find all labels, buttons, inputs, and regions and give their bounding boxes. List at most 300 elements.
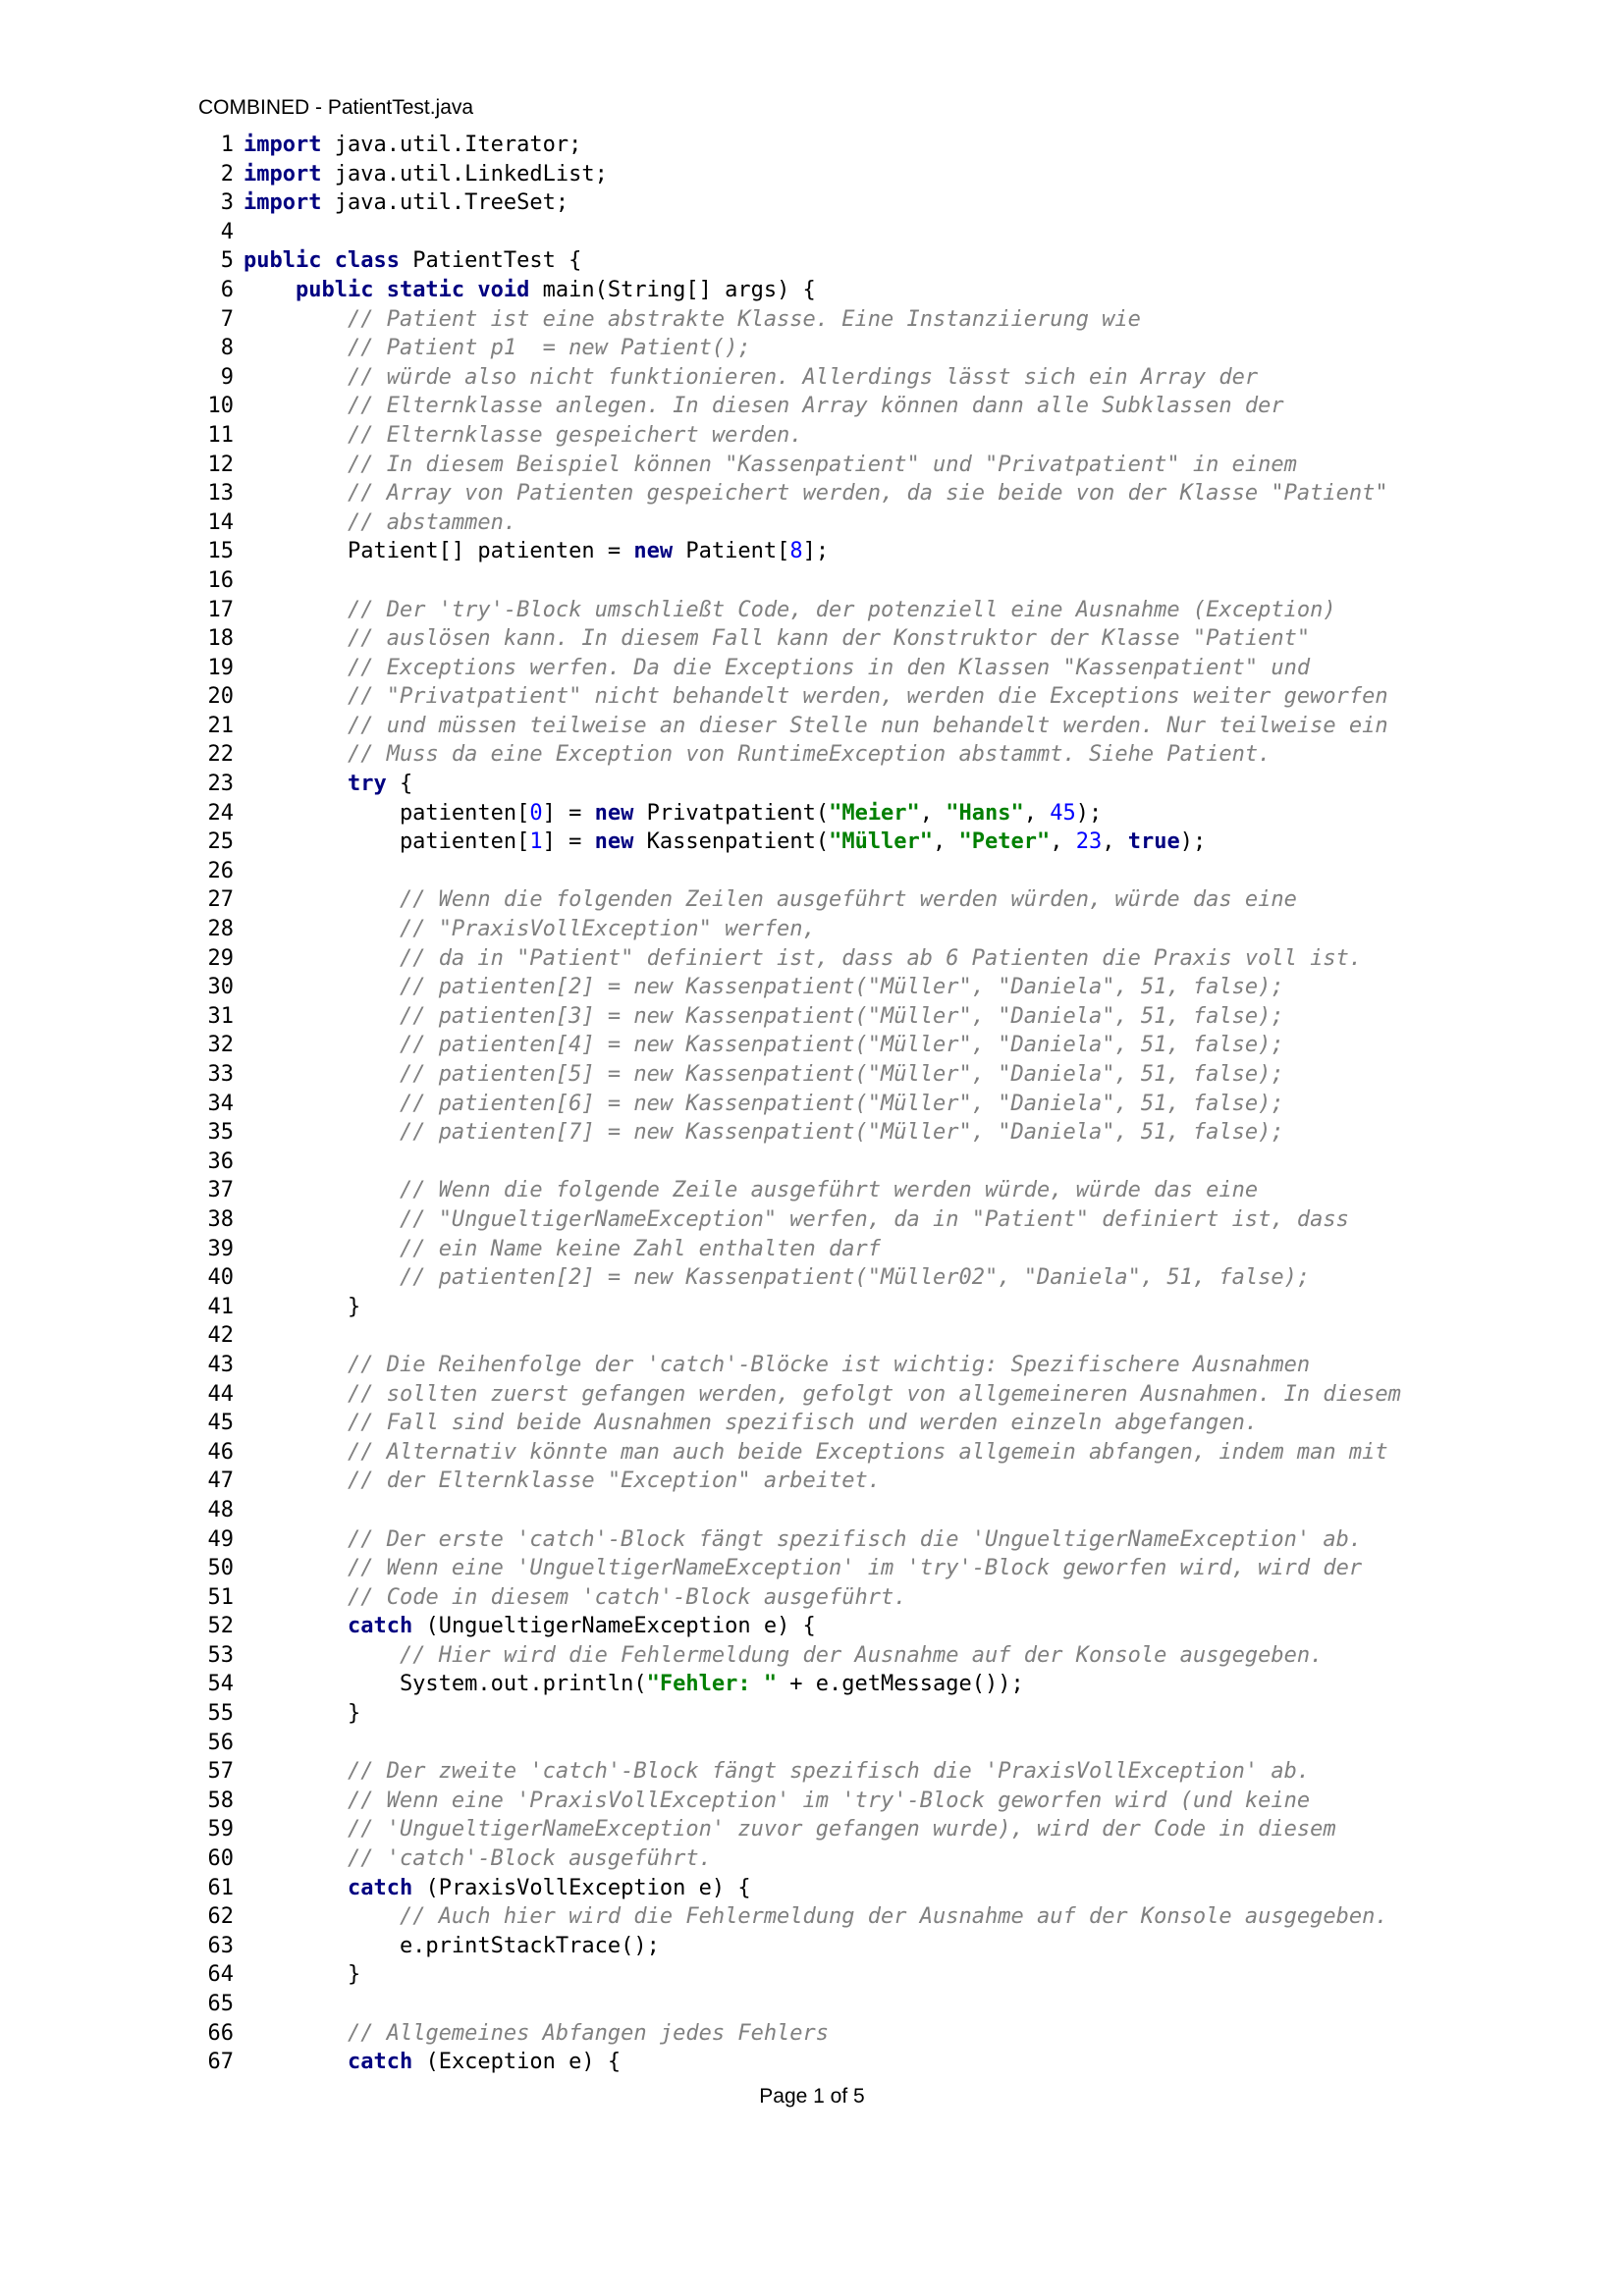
line-text xyxy=(234,1641,1323,1671)
code-token xyxy=(244,684,348,709)
line-number: 54 xyxy=(207,1672,234,1697)
comment-token: // Wenn eine 'PraxisVollException' im 'try'-Block geworfen wird (und keine xyxy=(347,1788,1311,1813)
keyword-token: import xyxy=(244,133,322,157)
code-token: ] = xyxy=(542,800,595,826)
comment-token: // auslösen kann. In diesem Fall kann der Konstruktor der Klasse "Patient" xyxy=(347,626,1311,652)
code-line xyxy=(196,1176,1551,1205)
code-line xyxy=(196,1787,1551,1816)
line-number: 40 xyxy=(207,1265,234,1291)
code-token: Privatpatient( xyxy=(633,800,830,826)
line-text xyxy=(234,1757,1310,1787)
code-line xyxy=(196,1380,1551,1410)
code-line xyxy=(196,1235,1551,1264)
comment-token: // würde also nicht funktionieren. Allerdings lässt sich ein Array der xyxy=(347,364,1259,390)
line-number: 59 xyxy=(207,1817,234,1842)
comment-token: // Der 'try'-Block umschließt Code, der potenziell eine Ausnahme (Exception) xyxy=(347,597,1336,622)
code-line xyxy=(196,421,1551,451)
code-token: , xyxy=(933,829,959,855)
code-listing xyxy=(196,131,1551,2077)
code-token xyxy=(244,946,400,971)
line-text xyxy=(234,1148,244,1177)
line-number: 31 xyxy=(207,1003,234,1029)
code-token: ] = xyxy=(542,829,595,855)
line-text xyxy=(234,1031,1284,1060)
code-line xyxy=(196,857,1551,886)
line-text xyxy=(234,828,1206,857)
code-token: e.printStackTrace(); xyxy=(244,1933,660,1958)
code-token xyxy=(244,1237,400,1261)
line-number: 23 xyxy=(207,772,234,797)
comment-token: // Die Reihenfolge der 'catch'-Blöcke ist wichtig: Spezifischere Ausnahmen xyxy=(347,1352,1311,1377)
code-token xyxy=(244,1585,348,1610)
code-token xyxy=(244,453,348,477)
code-token xyxy=(244,423,348,448)
line-number: 37 xyxy=(207,1178,234,1203)
line-text xyxy=(234,451,1297,480)
code-token: } xyxy=(244,1294,361,1319)
line-text xyxy=(234,1496,244,1525)
line-text xyxy=(234,1293,360,1322)
comment-token: // da in "Patient" definiert ist, dass ab 6 Patienten die Praxis voll ist. xyxy=(399,945,1363,971)
page-number: Page 1 of 5 xyxy=(759,2085,865,2108)
line-text xyxy=(234,131,581,160)
line-text xyxy=(234,1990,244,2019)
line-text xyxy=(234,1060,1284,1090)
line-text xyxy=(234,1351,1310,1380)
comment-token: // sollten zuerst gefangen werden, gefolgt von allgemeineren Ausnahmen. In diesem xyxy=(347,1381,1401,1407)
code-line xyxy=(196,1205,1551,1235)
code-line xyxy=(196,1844,1551,1874)
line-text xyxy=(234,1670,1024,1699)
line-text xyxy=(234,508,516,538)
comment-token: // Wenn eine 'UngueltigerNameException' im 'try'-Block geworfen wird, wird der xyxy=(347,1556,1363,1581)
code-line xyxy=(196,276,1551,305)
keyword-token: new xyxy=(594,800,634,826)
code-line xyxy=(196,218,1551,247)
code-token xyxy=(244,481,348,506)
line-number: 3 xyxy=(220,190,234,216)
line-text xyxy=(234,1409,1258,1438)
line-number: 24 xyxy=(207,800,234,826)
line-number: 15 xyxy=(207,539,234,564)
code-line xyxy=(196,654,1551,683)
line-number: 49 xyxy=(207,1526,234,1552)
comment-token: // Wenn die folgenden Zeilen ausgeführt werden würden, würde das eine xyxy=(399,887,1297,913)
comment-token: // Array von Patienten gespeichert werden, da sie beide von der Klasse "Patient" xyxy=(347,481,1388,507)
line-number: 41 xyxy=(207,1294,234,1319)
code-line xyxy=(196,334,1551,363)
line-text xyxy=(234,2048,621,2077)
line-text xyxy=(234,160,608,189)
comment-token: // patienten[4] = new Kassenpatient("Müller", "Daniela", 51, false); xyxy=(399,1033,1284,1058)
code-token xyxy=(244,656,348,680)
line-text xyxy=(234,305,1141,335)
comment-token: // patienten[6] = new Kassenpatient("Müller", "Daniela", 51, false); xyxy=(399,1091,1284,1116)
comment-token: // Exceptions werfen. Da die Exceptions in den Klassen "Kassenpatient" und xyxy=(347,655,1311,680)
string-token: "Müller" xyxy=(829,829,934,855)
comment-token: // patienten[3] = new Kassenpatient("Müller", "Daniela", 51, false); xyxy=(399,1003,1284,1029)
code-token xyxy=(244,1382,348,1407)
line-text xyxy=(234,1321,244,1351)
code-line xyxy=(196,1467,1551,1496)
line-number: 46 xyxy=(207,1439,234,1465)
line-number: 62 xyxy=(207,1904,234,1930)
comment-token: // und müssen teilweise an dieser Stelle nun behandelt werden. Nur teilweise ein xyxy=(347,713,1388,738)
code-line xyxy=(196,1583,1551,1613)
code-token: Patient[ xyxy=(673,539,790,564)
line-text xyxy=(234,1118,1284,1148)
code-token: java.util.LinkedList; xyxy=(321,161,608,187)
code-token xyxy=(244,1759,348,1784)
line-text xyxy=(234,392,1284,421)
code-line xyxy=(196,915,1551,944)
code-token: patienten[ xyxy=(244,829,530,855)
line-number: 32 xyxy=(207,1033,234,1058)
line-number: 17 xyxy=(207,597,234,622)
line-text xyxy=(234,1583,907,1613)
code-token xyxy=(244,510,348,535)
code-token: Patient[] patienten = xyxy=(244,539,634,564)
code-token: (UngueltigerNameException e) { xyxy=(412,1614,816,1639)
line-number: 56 xyxy=(207,1730,234,1755)
code-line xyxy=(196,1409,1551,1438)
number-token: 1 xyxy=(529,829,543,855)
keyword-token: new xyxy=(633,539,674,564)
line-text xyxy=(234,1932,660,1961)
line-number: 61 xyxy=(207,1875,234,1900)
keyword-token: public class xyxy=(244,248,400,274)
code-token: ); xyxy=(1179,829,1207,855)
code-line xyxy=(196,1990,1551,2019)
line-number: 7 xyxy=(220,306,234,332)
line-text xyxy=(234,1525,1362,1555)
code-line xyxy=(196,770,1551,799)
line-number: 22 xyxy=(207,742,234,768)
code-token xyxy=(244,2021,348,2046)
code-token xyxy=(244,307,348,332)
string-token: "Hans" xyxy=(946,800,1024,826)
comment-token: // "UngueltigerNameException" werfen, da in "Patient" definiert ist, dass xyxy=(399,1206,1349,1232)
code-token: , xyxy=(919,800,947,826)
line-text xyxy=(234,973,1284,1002)
line-text xyxy=(234,770,412,799)
line-text xyxy=(234,246,581,276)
code-line xyxy=(196,1148,1551,1177)
code-token xyxy=(244,1556,348,1580)
code-token xyxy=(244,1265,400,1290)
line-number: 60 xyxy=(207,1846,234,1872)
code-token xyxy=(244,2050,348,2074)
comment-token: // Code in diesem 'catch'-Block ausgeführt. xyxy=(347,1584,907,1610)
code-token xyxy=(244,1468,348,1493)
line-number: 2 xyxy=(220,161,234,187)
line-text xyxy=(234,363,1258,393)
line-text xyxy=(234,944,1362,974)
code-line xyxy=(196,1438,1551,1468)
line-number: 51 xyxy=(207,1584,234,1610)
keyword-token: catch xyxy=(347,2050,413,2075)
comment-token: // 'UngueltigerNameException' zuvor gefangen wurde), wird der Code in diesem xyxy=(347,1817,1336,1842)
code-token: System.out.println( xyxy=(244,1672,647,1697)
line-number: 11 xyxy=(207,422,234,448)
line-text xyxy=(234,188,568,218)
comment-token: // patienten[5] = new Kassenpatient("Müller", "Daniela", 51, false); xyxy=(399,1062,1284,1087)
line-text xyxy=(234,885,1297,915)
code-line xyxy=(196,682,1551,712)
line-number: 50 xyxy=(207,1556,234,1581)
code-token: { xyxy=(386,772,413,797)
code-line xyxy=(196,1670,1551,1699)
line-number: 6 xyxy=(220,277,234,302)
comment-token: // Auch hier wird die Fehlermeldung der Ausnahme auf der Konsole ausgegeben. xyxy=(399,1904,1388,1930)
comment-token: // "Privatpatient" nicht behandelt werden, werden die Exceptions weiter geworfen xyxy=(347,684,1388,710)
code-token: Kassenpatient( xyxy=(633,829,830,855)
keyword-token: catch xyxy=(347,1875,413,1900)
comment-token: // Patient ist eine abstrakte Klasse. Eine Instanziierung wie xyxy=(347,306,1141,332)
code-line xyxy=(196,1902,1551,1932)
code-token xyxy=(244,1789,348,1813)
line-text xyxy=(234,1176,1258,1205)
line-text xyxy=(234,421,803,451)
line-number: 44 xyxy=(207,1381,234,1407)
code-token: ); xyxy=(1075,800,1103,826)
line-text xyxy=(234,566,244,596)
string-token: "Fehler: " xyxy=(646,1672,778,1697)
code-line xyxy=(196,1525,1551,1555)
line-number: 47 xyxy=(207,1468,234,1494)
code-token xyxy=(244,1527,348,1552)
comment-token: // In diesem Beispiel können "Kassenpatient" und "Privatpatient" in einem xyxy=(347,452,1297,477)
line-number: 13 xyxy=(207,481,234,507)
code-line xyxy=(196,537,1551,566)
line-number: 57 xyxy=(207,1759,234,1785)
line-number: 64 xyxy=(207,1962,234,1988)
line-number: 19 xyxy=(207,655,234,680)
code-line xyxy=(196,1932,1551,1961)
comment-token: // patienten[7] = new Kassenpatient("Müller", "Daniela", 51, false); xyxy=(399,1120,1284,1146)
line-text xyxy=(234,1815,1336,1844)
code-token xyxy=(244,1092,400,1116)
code-token: , xyxy=(1050,829,1076,855)
line-number: 16 xyxy=(207,567,234,593)
code-token xyxy=(244,278,296,302)
line-number: 26 xyxy=(207,858,234,883)
code-line xyxy=(196,188,1551,218)
code-line xyxy=(196,131,1551,160)
line-number: 53 xyxy=(207,1642,234,1668)
line-number: 38 xyxy=(207,1206,234,1232)
code-line xyxy=(196,1815,1551,1844)
comment-token: // patienten[2] = new Kassenpatient("Müller", "Daniela", 51, false); xyxy=(399,975,1284,1000)
code-line xyxy=(196,885,1551,915)
number-token: 0 xyxy=(529,800,543,826)
code-token xyxy=(244,336,348,360)
code-token: PatientTest { xyxy=(399,248,582,274)
code-line xyxy=(196,1554,1551,1583)
line-text xyxy=(234,1090,1284,1119)
line-text xyxy=(234,2019,829,2049)
line-text xyxy=(234,1380,1401,1410)
line-text xyxy=(234,218,244,247)
number-token: 23 xyxy=(1075,829,1103,855)
code-token: , xyxy=(1023,800,1051,826)
code-token xyxy=(244,714,348,738)
line-number: 43 xyxy=(207,1352,234,1377)
string-token: "Peter" xyxy=(958,829,1051,855)
line-text xyxy=(234,1787,1310,1816)
code-token: patienten[ xyxy=(244,800,530,826)
line-text xyxy=(234,740,1271,770)
code-token xyxy=(244,598,348,622)
code-line xyxy=(196,1699,1551,1729)
line-text xyxy=(234,334,751,363)
code-line xyxy=(196,1612,1551,1641)
line-number: 58 xyxy=(207,1788,234,1813)
line-number: 18 xyxy=(207,626,234,652)
line-text xyxy=(234,915,816,944)
line-number: 52 xyxy=(207,1614,234,1639)
code-line xyxy=(196,1874,1551,1903)
code-line xyxy=(196,1496,1551,1525)
line-number: 28 xyxy=(207,917,234,942)
line-number: 4 xyxy=(220,219,234,244)
code-line xyxy=(196,363,1551,393)
line-number: 35 xyxy=(207,1120,234,1146)
line-number: 45 xyxy=(207,1411,234,1436)
code-line xyxy=(196,2048,1551,2077)
line-text xyxy=(234,1235,881,1264)
code-token: (PraxisVollException e) { xyxy=(412,1875,751,1900)
code-token xyxy=(244,887,400,912)
document-title: COMBINED - PatientTest.java xyxy=(198,96,474,119)
line-number: 65 xyxy=(207,1992,234,2016)
line-text xyxy=(234,624,1310,654)
line-text xyxy=(234,682,1388,712)
line-text xyxy=(234,1960,360,1990)
code-line xyxy=(196,1293,1551,1322)
line-number: 5 xyxy=(220,248,234,274)
line-text xyxy=(234,1554,1362,1583)
comment-token: // 'catch'-Block ausgeführt. xyxy=(347,1846,712,1872)
code-token xyxy=(244,1353,348,1377)
keyword-token: import xyxy=(244,190,322,216)
comment-token: // Der zweite 'catch'-Block fängt spezifisch die 'PraxisVollException' ab. xyxy=(347,1759,1311,1785)
code-token xyxy=(244,1062,400,1087)
line-number: 21 xyxy=(207,713,234,738)
comment-token: // Alternativ könnte man auch beide Exceptions allgemein abfangen, indem man mit xyxy=(347,1439,1388,1465)
code-token xyxy=(244,1876,348,1900)
comment-token: // Der erste 'catch'-Block fängt spezifisch die 'UngueltigerNameException' ab. xyxy=(347,1526,1363,1552)
code-line xyxy=(196,566,1551,596)
line-number: 39 xyxy=(207,1236,234,1261)
line-number: 10 xyxy=(207,394,234,419)
code-token xyxy=(244,1440,348,1465)
string-token: "Meier" xyxy=(829,800,920,826)
code-token xyxy=(244,1904,400,1929)
code-token xyxy=(244,394,348,418)
line-number: 29 xyxy=(207,945,234,971)
keyword-token: public static void xyxy=(295,277,530,302)
code-line xyxy=(196,1729,1551,1758)
comment-token: // der Elternklasse "Exception" arbeitet. xyxy=(347,1468,882,1494)
line-text xyxy=(234,1263,1310,1293)
comment-token: // Elternklasse gespeichert werden. xyxy=(347,422,803,448)
code-token xyxy=(244,742,348,767)
line-text xyxy=(234,1844,712,1874)
line-number: 30 xyxy=(207,975,234,1000)
code-token: main(String[] args) { xyxy=(529,277,816,302)
line-text xyxy=(234,596,1336,625)
keyword-token: true xyxy=(1127,829,1180,855)
code-token xyxy=(244,1033,400,1057)
comment-token: // "PraxisVollException" werfen, xyxy=(399,917,816,942)
code-line xyxy=(196,1090,1551,1119)
code-line xyxy=(196,392,1551,421)
line-number: 12 xyxy=(207,452,234,477)
number-token: 8 xyxy=(789,539,803,564)
line-text xyxy=(234,1205,1349,1235)
code-line xyxy=(196,479,1551,508)
code-line xyxy=(196,1351,1551,1380)
code-token xyxy=(244,1120,400,1145)
code-token: } xyxy=(244,1962,361,1988)
code-line xyxy=(196,944,1551,974)
code-token: (Exception e) { xyxy=(412,2050,622,2075)
line-number: 42 xyxy=(207,1323,234,1349)
code-token xyxy=(244,365,348,390)
code-token xyxy=(244,1817,348,1842)
code-token: java.util.TreeSet; xyxy=(321,190,569,216)
line-text xyxy=(234,479,1388,508)
code-token xyxy=(244,772,348,796)
line-number: 66 xyxy=(207,2020,234,2046)
line-number: 20 xyxy=(207,684,234,710)
line-number: 27 xyxy=(207,887,234,913)
code-line xyxy=(196,305,1551,335)
comment-token: // abstammen. xyxy=(347,509,517,535)
line-text xyxy=(234,1729,244,1758)
code-token: , xyxy=(1102,829,1128,855)
line-text xyxy=(234,1902,1388,1932)
code-line xyxy=(196,1757,1551,1787)
code-token: + e.getMessage()); xyxy=(777,1672,1024,1697)
code-line xyxy=(196,1060,1551,1090)
comment-token: // Patient p1 = new Patient(); xyxy=(347,336,751,361)
line-text xyxy=(234,1699,360,1729)
number-token: 45 xyxy=(1050,800,1076,826)
comment-token: // ein Name keine Zahl enthalten darf xyxy=(399,1236,882,1261)
code-token xyxy=(244,1614,348,1638)
comment-token: // Allgemeines Abfangen jedes Fehlers xyxy=(347,2020,830,2046)
line-text xyxy=(234,537,829,566)
code-line xyxy=(196,740,1551,770)
code-line xyxy=(196,799,1551,828)
line-text xyxy=(234,1467,881,1496)
code-token xyxy=(244,1004,400,1029)
line-number: 63 xyxy=(207,1933,234,1958)
code-token: java.util.Iterator; xyxy=(321,133,582,157)
code-line xyxy=(196,2019,1551,2049)
line-text xyxy=(234,799,1102,828)
line-number: 33 xyxy=(207,1062,234,1087)
line-number: 25 xyxy=(207,829,234,855)
comment-token: // Muss da eine Exception von RuntimeException abstammt. Siehe Patient. xyxy=(347,742,1272,768)
code-line xyxy=(196,1263,1551,1293)
line-number: 14 xyxy=(207,509,234,535)
code-token xyxy=(244,626,348,651)
line-text xyxy=(234,712,1388,741)
code-line xyxy=(196,1118,1551,1148)
